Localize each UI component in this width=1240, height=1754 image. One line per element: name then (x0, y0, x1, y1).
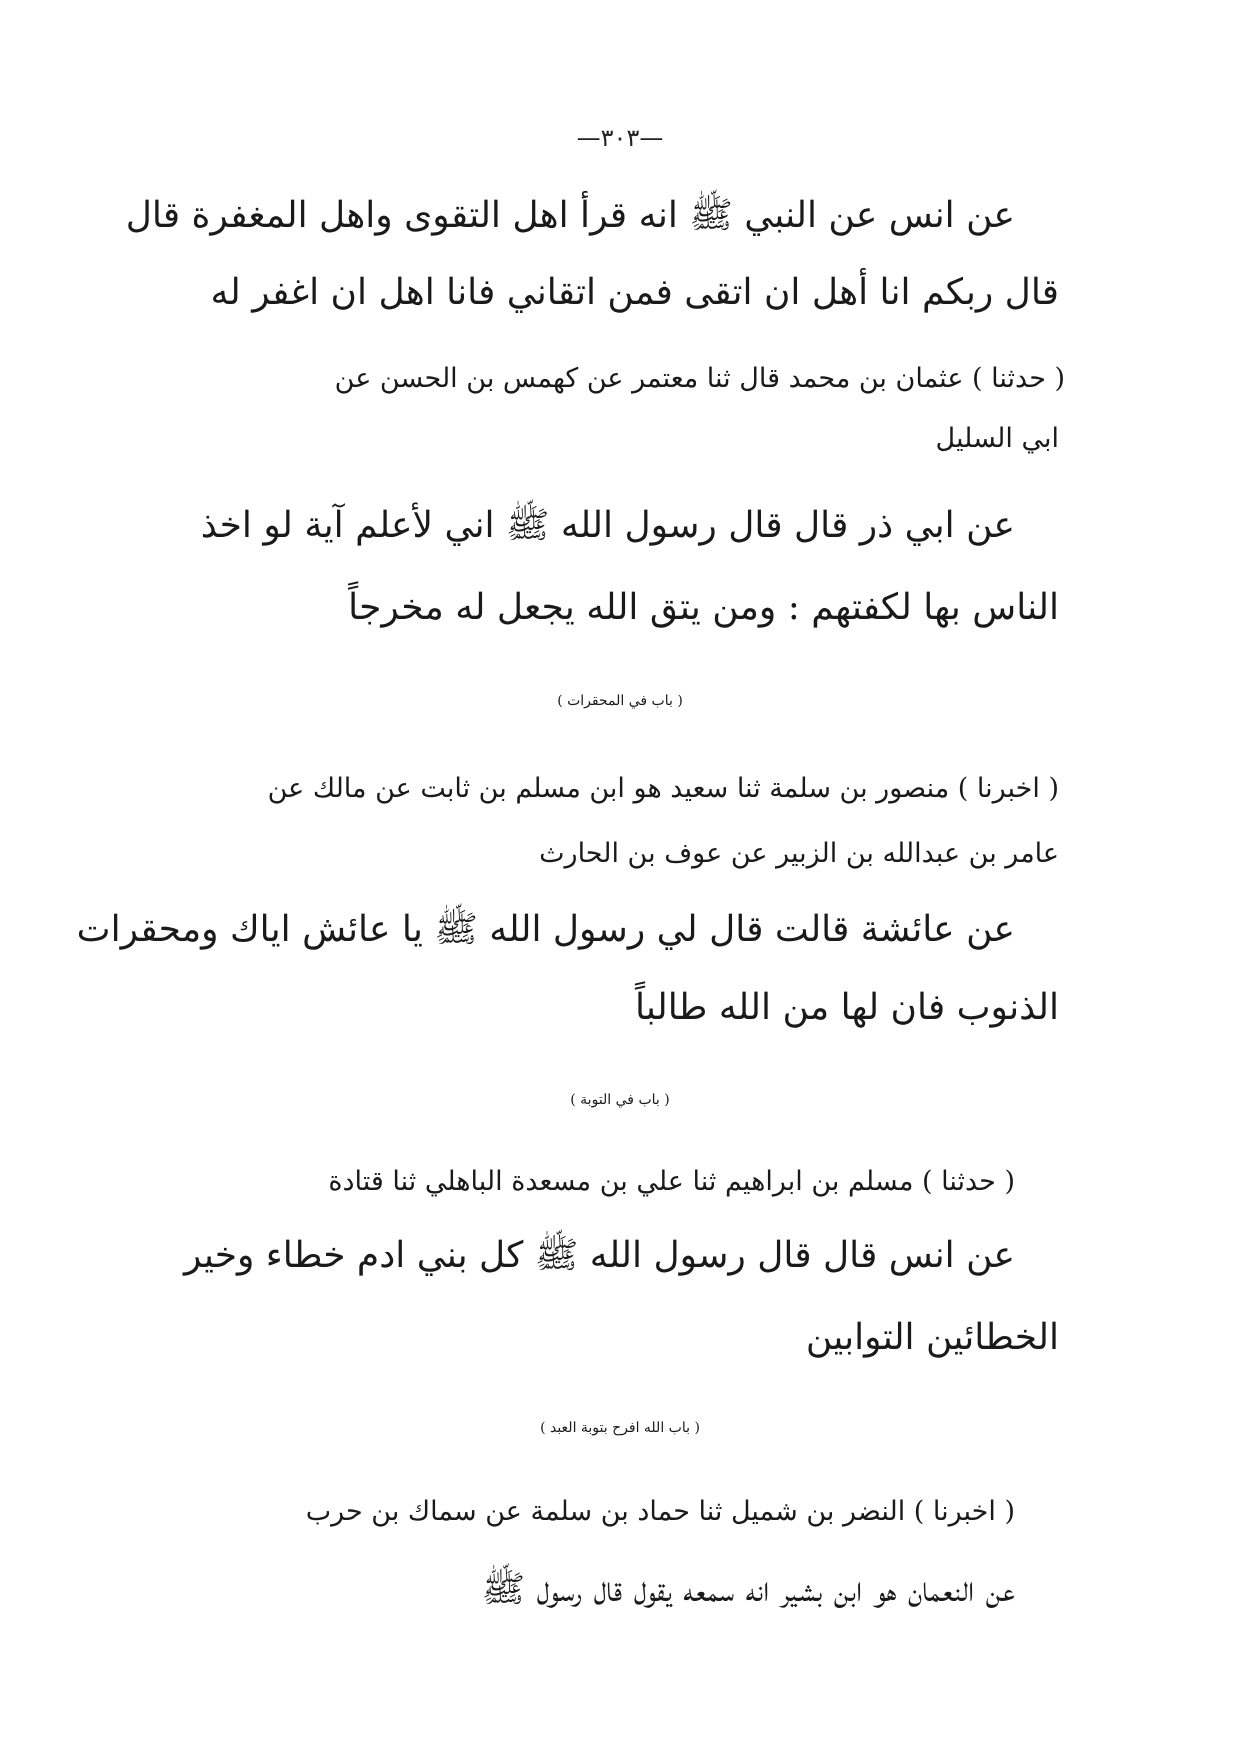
hadith-text-line: عن انس قال قال رسول الله ﷺ كل بني ادم خطاء وخير (184, 1235, 1015, 1276)
hadith-text-line: عن النعمان هو ابن بشير انه سمعه يقول قال رسول ﷺ (481, 1569, 1015, 1610)
isnad-line: ( اخبرنا ) منصور بن سلمة ثنا سعيد هو ابن مسلم بن ثابت عن مالك عن (267, 773, 1059, 804)
isnad-line: عامر بن عبدالله بن الزبير عن عوف بن الحارث (539, 838, 1059, 869)
isnad-line: ( حدثنا ) مسلم بن ابراهيم ثنا علي بن مسعدة الباهلي ثنا قتادة (328, 1166, 1015, 1197)
isnad-line: ( اخبرنا ) النضر بن شميل ثنا حماد بن سلمة عن سماك بن حرب (305, 1496, 1015, 1527)
isnad-line: ( حدثنا ) عثمان بن محمد قال ثنا معتمر عن كهمس بن الحسن عن (334, 363, 1065, 394)
isnad-line: ابي السليل (935, 423, 1059, 454)
hadith-text-line: عن ابي ذر قال قال رسول الله ﷺ اني لأعلم آية لو اخذ (200, 505, 1015, 546)
chapter-heading: ( باب في المحقرات ) (557, 693, 683, 709)
chapter-heading: ( باب الله افرح بتوبة العبد ) (540, 1420, 700, 1436)
hadith-text-line: الذنوب فان لها من الله طالباً (634, 987, 1059, 1028)
hadith-text-line: عن عائشة قالت قال لي رسول الله ﷺ يا عائش اياك ومحقرات (76, 909, 1015, 950)
chapter-heading: ( باب في التوبة ) (570, 1092, 670, 1108)
hadith-text-line: الخطائين التوابين (805, 1317, 1059, 1358)
hadith-text-line: عن انس عن النبي ﷺ انه قرأ اهل التقوى واهل المغفرة قال (125, 195, 1015, 236)
hadith-text-line: قال ربكم انا أهل ان اتقى فمن اتقاني فانا اهل ان اغفر له (210, 272, 1059, 313)
page-number: —٣٠٣— (576, 124, 664, 152)
hadith-text-line: الناس بها لكفتهم : ومن يتق الله يجعل له مخرجاً (348, 587, 1059, 628)
